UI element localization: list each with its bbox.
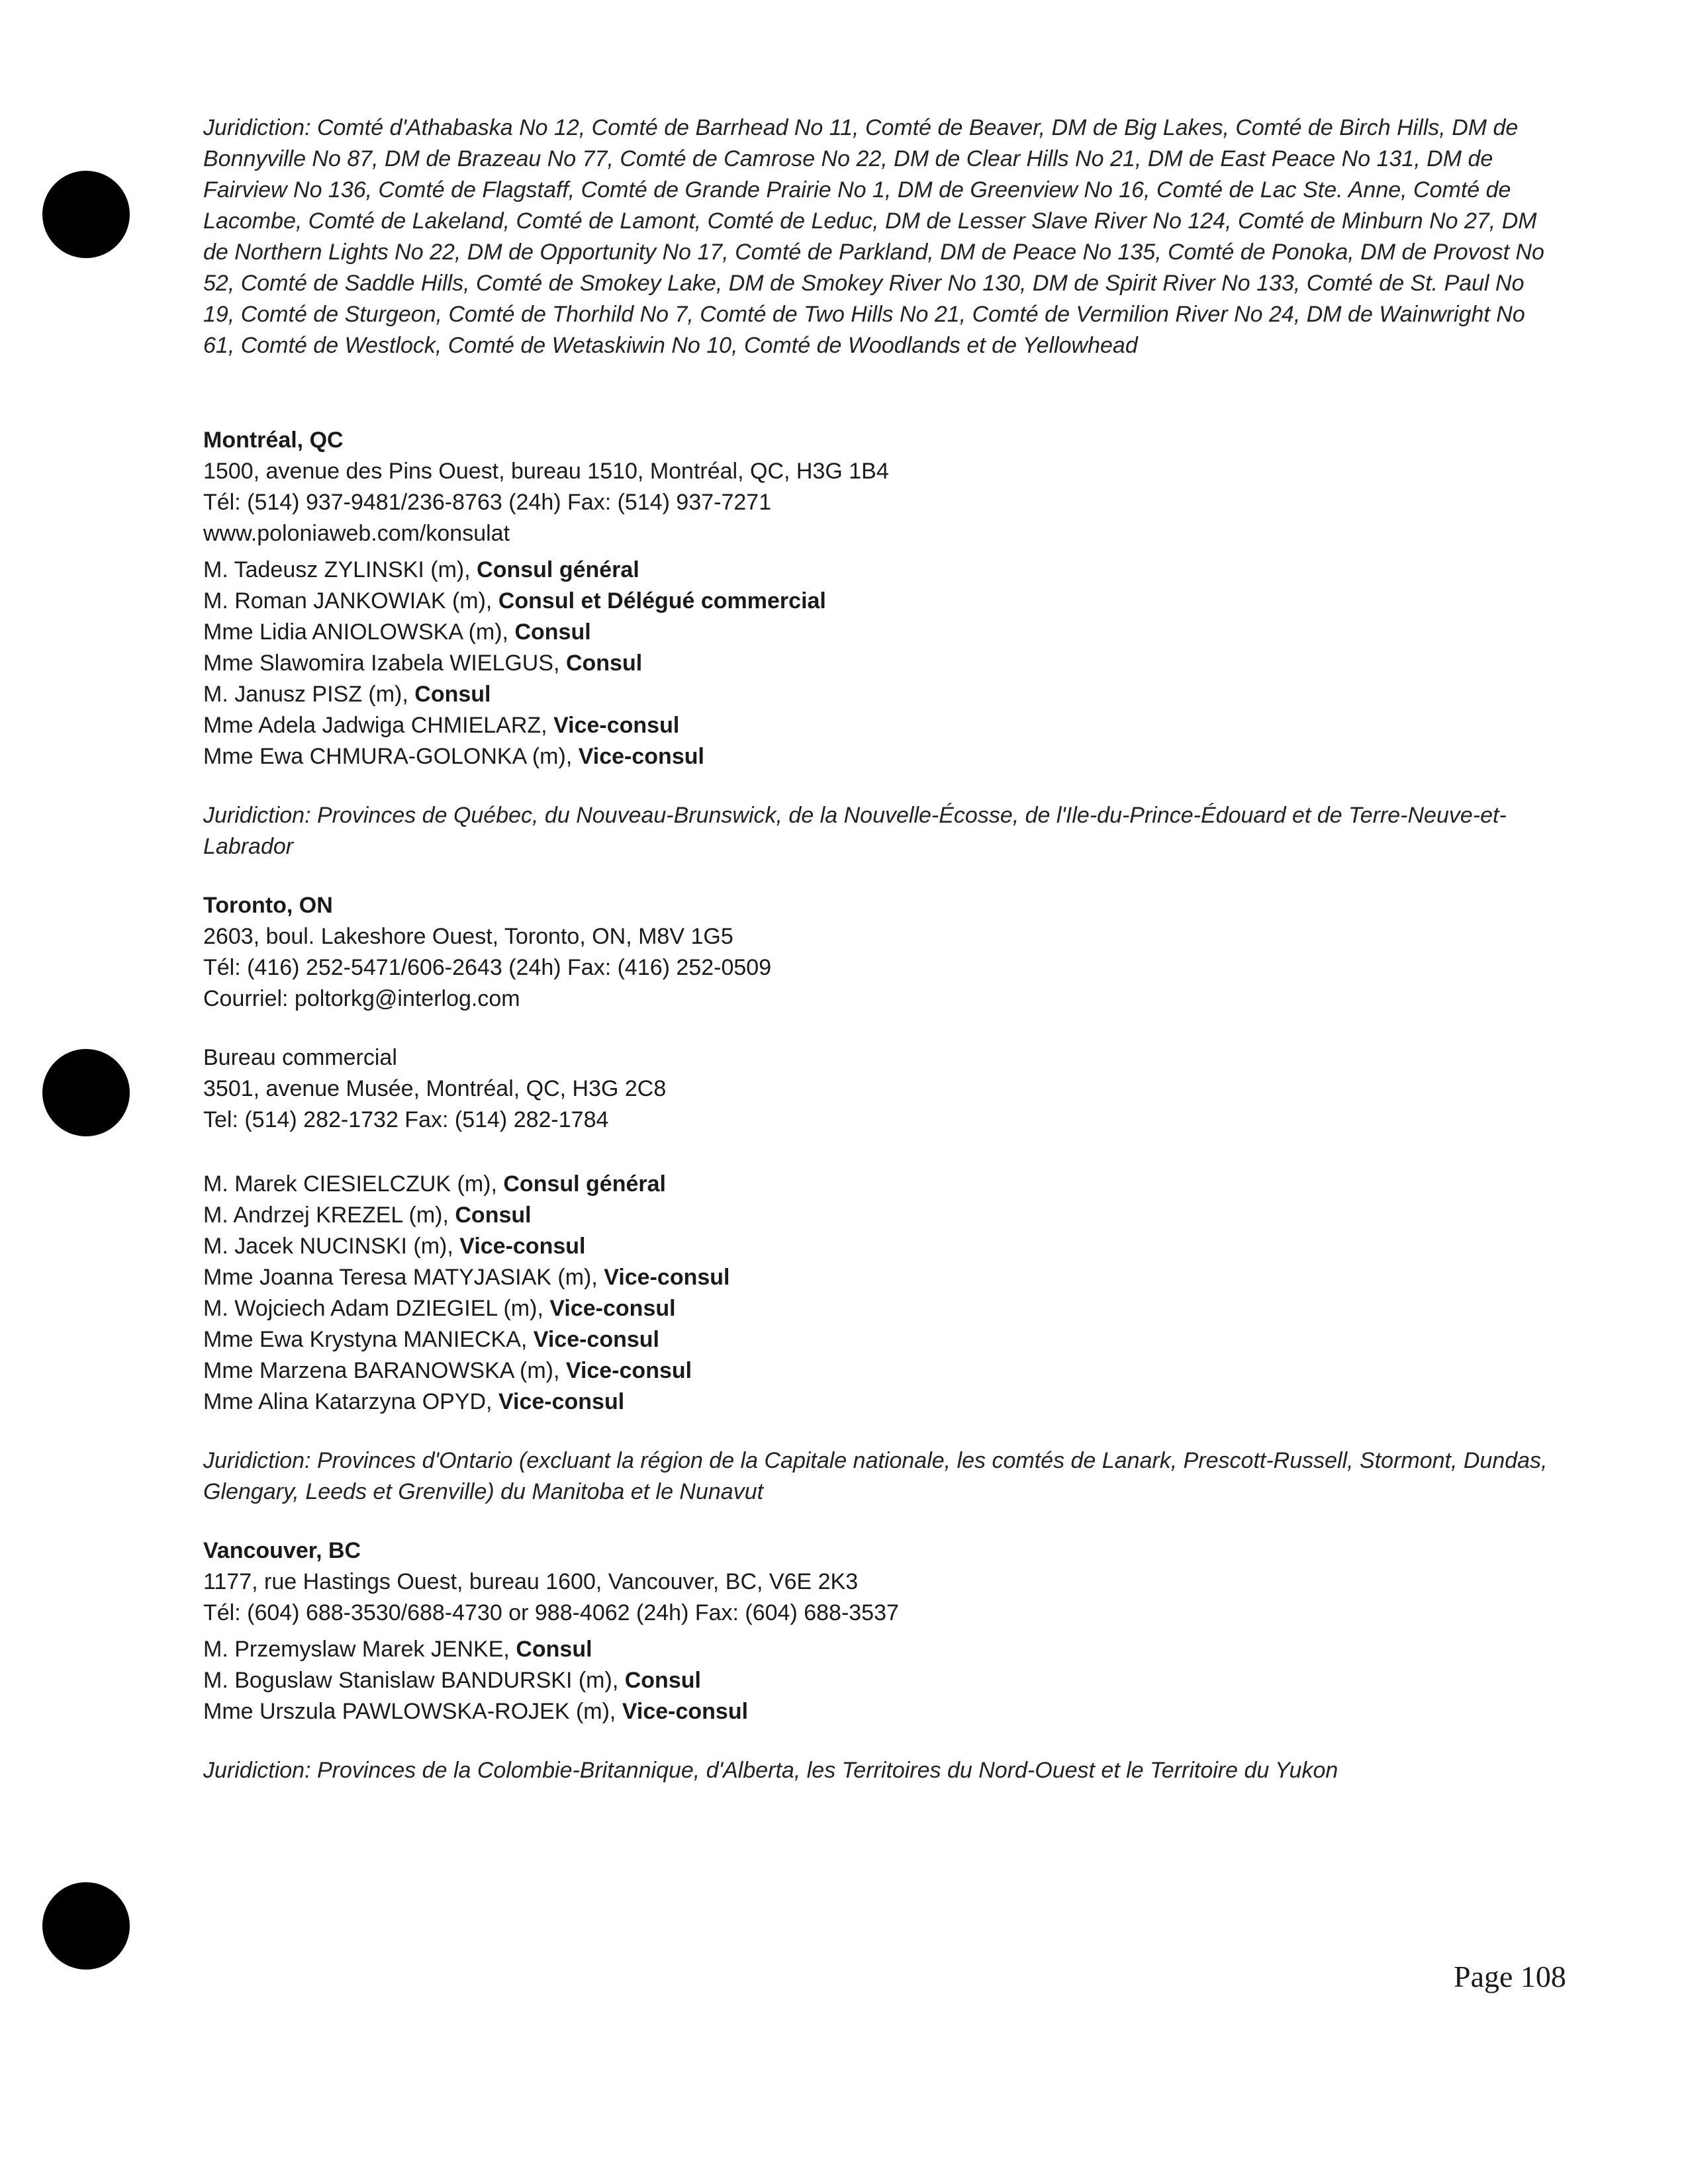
staff-name: M. Przemyslaw Marek JENKE, — [203, 1637, 516, 1662]
staff-role: Vice-consul — [549, 1296, 676, 1321]
staff-name: M. Boguslaw Stanislaw BANDURSKI (m), — [203, 1668, 625, 1693]
consulate-title: Montréal, QC — [203, 428, 344, 453]
staff-row — [203, 1696, 1554, 1727]
staff-name: Mme Slawomira Izabela WIELGUS, — [203, 651, 566, 676]
staff-row — [203, 648, 1554, 679]
phone-fax: Tél: (604) 688-3530/688-4730 or 988-4062 (24h) Fax: (604) 688-3537 — [203, 1600, 899, 1625]
staff-role: Vice-consul — [533, 1327, 660, 1352]
staff-role: Consul — [455, 1203, 532, 1228]
jurisdiction-vancouver: Juridiction: Provinces de la Colombie-Britannique, d'Alberta, les Territoires du Nord-Ouest et le Territoire du Yukon — [203, 1758, 1338, 1783]
phone-fax: Tél: (514) 937-9481/236-8763 (24h) Fax: (514) 937-7271 — [203, 490, 772, 515]
consulate-vancouver — [203, 1535, 1554, 1786]
address: 1177, rue Hastings Ouest, bureau 1600, Vancouver, BC, V6E 2K3 — [203, 1569, 859, 1594]
staff-name: M. Tadeusz ZYLINSKI (m), — [203, 557, 477, 582]
staff-role: Vice-consul — [578, 744, 704, 769]
consulate-title: Vancouver, BC — [203, 1538, 361, 1563]
staff-row — [203, 710, 1554, 741]
bureau-phone-fax: Tel: (514) 282-1732 Fax: (514) 282-1784 — [203, 1107, 609, 1132]
staff-row — [203, 1262, 1554, 1293]
jurisdiction-alberta: Juridiction: Comté d'Athabaska No 12, Comté de Barrhead No 11, Comté de Beaver, DM de Big Lakes, Comté de Birch Hills, DM de Bonnyville No 87, DM de Brazeau No 77, Comté de Camrose No 22, DM de Clear Hills No 21, DM de East Peace No 131, DM de Fairview No 136, Comté de Flagstaff, Comté de Grande Prairie No 1, DM de Greenview No 16, Comté de Lac Ste. Anne, Comté de Lacombe, Comté de Lakeland, Comté de Lamont, Comté de Leduc, DM de Lesser Slave River No 124, Comté de Minburn No 27, DM de Northern Lights No 22, DM de Opportunity No 17, Comté de Parkland, DM de Peace No 135, Comté de Ponoka, DM de Provost No 52, Comté de Saddle Hills, Comté de Smokey Lake, DM de Smokey River No 130, DM de Spirit River No 133, Comté de St. Paul No 19, Comté de Sturgeon, Comté de Thorhild No 7, Comté de Two Hills No 21, Comté de Vermilion River No 24, DM de Wainwright No 61, Comté de Westlock, Comté de Wetaskiwin No 10, Comté de Woodlands et de Yellowhead — [203, 115, 1544, 358]
staff-name: Mme Urszula PAWLOWSKA-ROJEK (m), — [203, 1699, 622, 1724]
staff-name: Mme Lidia ANIOLOWSKA (m), — [203, 619, 515, 645]
staff-list — [203, 1634, 1554, 1727]
phone-fax: Tél: (416) 252-5471/606-2643 (24h) Fax: (416) 252-0509 — [203, 955, 772, 980]
staff-row — [203, 1324, 1554, 1355]
staff-name: Mme Ewa Krystyna MANIECKA, — [203, 1327, 534, 1352]
staff-role: Vice-consul — [565, 1358, 692, 1383]
page-number: Page 108 — [1454, 1960, 1566, 1993]
staff-row — [203, 1387, 1554, 1418]
staff-name: M. Andrzej KREZEL (m), — [203, 1203, 455, 1228]
binder-hole — [42, 171, 130, 258]
jurisdiction-montreal: Juridiction: Provinces de Québec, du Nouveau-Brunswick, de la Nouvelle-Écosse, de l'Ile-du-Prince-Édouard et de Terre-Neuve-et-Labrador — [203, 803, 1507, 859]
staff-name: Mme Alina Katarzyna OPYD, — [203, 1389, 498, 1414]
staff-row — [203, 1355, 1554, 1387]
staff-role: Consul — [514, 619, 591, 645]
staff-name: M. Janusz PISZ (m), — [203, 682, 415, 707]
staff-row — [203, 1665, 1554, 1696]
staff-name: Mme Marzena BARANOWSKA (m), — [203, 1358, 566, 1383]
staff-role: Consul général — [503, 1171, 666, 1197]
staff-name: Mme Adela Jadwiga CHMIELARZ, — [203, 713, 554, 738]
bureau-commercial-title: Bureau commercial — [203, 1045, 397, 1070]
staff-row — [203, 741, 1554, 772]
staff-row — [203, 586, 1554, 617]
consulate-toronto — [203, 890, 1554, 1508]
staff-role: Consul — [565, 651, 643, 676]
consulate-title: Toronto, ON — [203, 893, 333, 918]
staff-row — [203, 1293, 1554, 1324]
consulate-montreal — [203, 425, 1554, 862]
address: 1500, avenue des Pins Ouest, bureau 1510, Montréal, QC, H3G 1B4 — [203, 459, 889, 484]
website: www.poloniaweb.com/konsulat — [203, 521, 510, 546]
staff-name: M. Jacek NUCINSKI (m), — [203, 1234, 460, 1259]
address: 2603, boul. Lakeshore Ouest, Toronto, ON, M8V 1G5 — [203, 924, 733, 949]
staff-row — [203, 1634, 1554, 1665]
staff-role: Consul — [516, 1637, 592, 1662]
staff-list — [203, 555, 1554, 772]
staff-name: M. Marek CIESIELCZUK (m), — [203, 1171, 504, 1197]
binder-hole — [42, 1049, 130, 1136]
staff-role: Vice-consul — [498, 1389, 625, 1414]
staff-name: Mme Joanna Teresa MATYJASIAK (m), — [203, 1265, 604, 1290]
staff-row — [203, 555, 1554, 586]
email: Courriel: poltorkg@interlog.com — [203, 986, 520, 1011]
staff-row — [203, 1231, 1554, 1262]
staff-row — [203, 1200, 1554, 1231]
staff-row — [203, 1169, 1554, 1200]
jurisdiction-toronto: Juridiction: Provinces d'Ontario (excluant la région de la Capitale nationale, les comtés de Lanark, Prescott-Russell, Stormont, Dundas, Glengary, Leeds et Grenville) du Manitoba et le Nunavut — [203, 1448, 1548, 1504]
staff-role: Vice-consul — [553, 713, 680, 738]
staff-name: M. Wojciech Adam DZIEGIEL (m), — [203, 1296, 550, 1321]
bureau-address: 3501, avenue Musée, Montréal, QC, H3G 2C8 — [203, 1076, 667, 1101]
staff-row — [203, 617, 1554, 648]
staff-name: Mme Ewa CHMURA-GOLONKA (m), — [203, 744, 579, 769]
binder-hole — [42, 1882, 130, 1970]
staff-role: Vice-consul — [604, 1265, 730, 1290]
document-content — [203, 113, 1554, 1786]
staff-role: Consul général — [477, 557, 639, 582]
staff-role: Consul — [624, 1668, 701, 1693]
staff-role: Vice-consul — [622, 1699, 749, 1724]
staff-role: Consul et Délégué commercial — [498, 588, 826, 614]
staff-row — [203, 679, 1554, 710]
staff-name: M. Roman JANKOWIAK (m), — [203, 588, 498, 614]
staff-list — [203, 1169, 1554, 1418]
staff-role: Vice-consul — [459, 1234, 586, 1259]
staff-role: Consul — [414, 682, 491, 707]
